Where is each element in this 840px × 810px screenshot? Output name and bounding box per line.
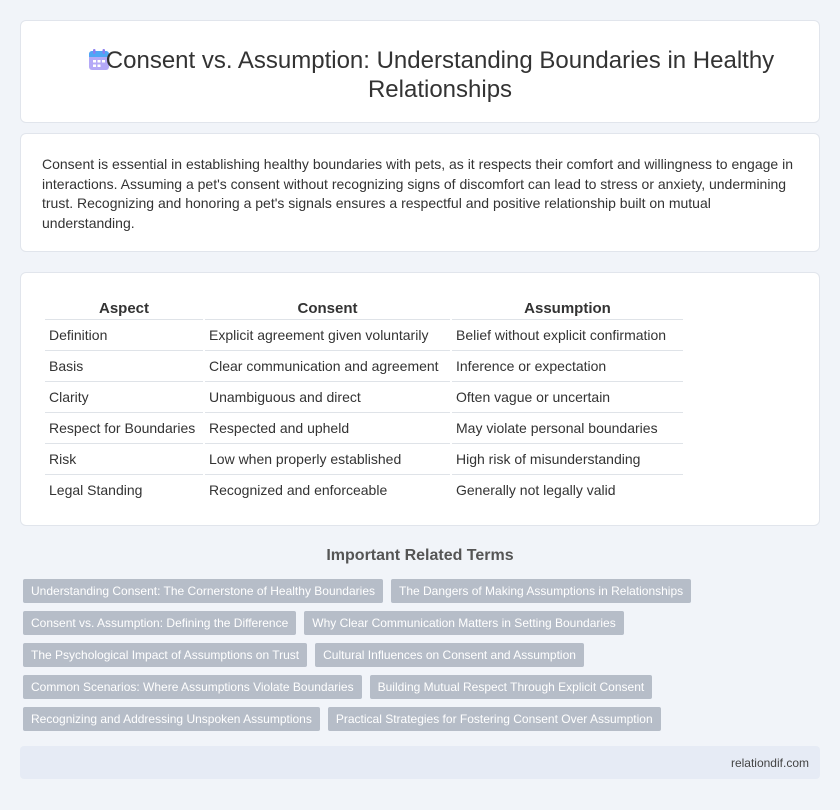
table-cell: Definition [45, 319, 203, 350]
related-terms-title: Important Related Terms [326, 547, 514, 564]
table-row [45, 474, 683, 505]
table-cell: Unambiguous and direct [205, 381, 450, 412]
related-term-link[interactable]: Building Mutual Respect Through Explicit Consent [370, 675, 653, 699]
tag-row [23, 643, 813, 667]
header-assumption: Assumption [524, 299, 611, 317]
table-cell: Clear communication and agreement [205, 350, 450, 381]
tag-row [23, 675, 813, 699]
table-cell: High risk of misunderstanding [452, 443, 683, 474]
title-card [20, 20, 820, 123]
table-cell: May violate personal boundaries [452, 412, 683, 443]
related-term-link[interactable]: Why Clear Communication Matters in Setting Boundaries [304, 611, 623, 635]
table-row [45, 381, 683, 412]
table-cell: Respect for Boundaries [45, 412, 203, 443]
table-cell: Often vague or uncertain [452, 381, 683, 412]
related-term-link[interactable]: The Psychological Impact of Assumptions on Trust [23, 643, 307, 667]
table-cell: Respected and upheld [205, 412, 450, 443]
table-cell: Basis [45, 350, 203, 381]
table-cell: Explicit agreement given voluntarily [205, 319, 450, 350]
table-row [45, 412, 683, 443]
related-term-link[interactable]: Cultural Influences on Consent and Assumption [315, 643, 584, 667]
header-aspect: Aspect [98, 299, 150, 317]
related-terms-list [23, 579, 813, 739]
related-term-link[interactable]: Recognizing and Addressing Unspoken Assumptions [23, 707, 320, 731]
table-row [45, 319, 683, 350]
comparison-table [43, 297, 685, 505]
footer [20, 746, 820, 779]
table-cell: Belief without explicit confirmation [452, 319, 683, 350]
table-cell: Inference or expectation [452, 350, 683, 381]
intro-card [20, 133, 820, 252]
tag-row [23, 579, 813, 603]
tag-row [23, 707, 813, 731]
page-title: Consent vs. Assumption: Understanding Boundaries in Healthy Relationships [105, 47, 775, 103]
tag-row [23, 611, 813, 635]
related-term-link[interactable]: The Dangers of Making Assumptions in Relationships [391, 579, 691, 603]
table-cell: Recognized and enforceable [205, 474, 450, 505]
table-cell: Risk [45, 443, 203, 474]
site-link[interactable]: relationdif.com [730, 756, 809, 770]
related-term-link[interactable]: Consent vs. Assumption: Defining the Difference [23, 611, 296, 635]
table-cell: Clarity [45, 381, 203, 412]
intro-paragraph: Consent is essential in establishing healthy boundaries with pets, as it respects their comfort and willingness to engage in interactions. Assuming a pet's consent without recognizing signs of discomfort can lead to stress or anxiety, undermining trust. Recognizing and honoring a pet's signals ensures a respectful and positive relationship built on mutual understanding. [42, 156, 793, 231]
header-consent: Consent [297, 299, 358, 317]
related-term-link[interactable]: Common Scenarios: Where Assumptions Violate Boundaries [23, 675, 362, 699]
table-cell: Generally not legally valid [452, 474, 683, 505]
table-cell: Legal Standing [45, 474, 203, 505]
table-cell: Low when properly established [205, 443, 450, 474]
table-row [45, 350, 683, 381]
comparison-card [20, 272, 820, 526]
table-header-row [45, 297, 683, 319]
related-term-link[interactable]: Practical Strategies for Fostering Consent Over Assumption [328, 707, 661, 731]
table-row [45, 443, 683, 474]
related-term-link[interactable]: Understanding Consent: The Cornerstone of Healthy Boundaries [23, 579, 383, 603]
